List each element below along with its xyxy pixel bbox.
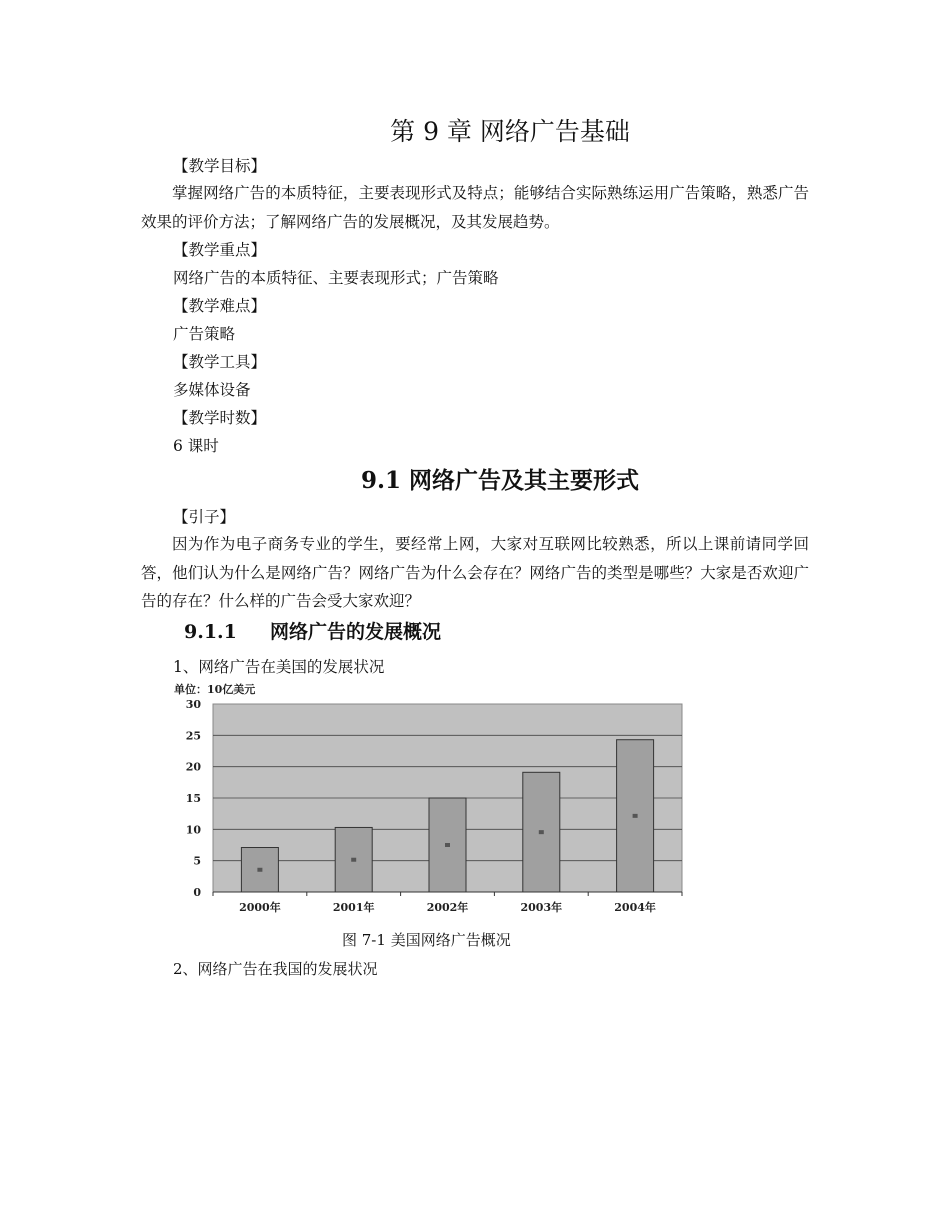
difficulties-header: 【教学难点】 [173, 297, 267, 315]
x-tick-label: 2001年 [332, 901, 375, 914]
bar-marker [633, 814, 638, 818]
section-title: 9.1 网络广告及其主要形式 [360, 467, 640, 494]
y-tick-label: 5 [193, 854, 201, 868]
teaching-goal-text: 掌握网络广告的本质特征，主要表现形式及特点；能够结合实际熟练运用广告策略，熟悉广告效果的评价方法；了解网络广告的发展概况，及其发展趋势。 [141, 184, 809, 231]
y-tick-label: 0 [193, 886, 201, 899]
intro-text: 因为作为电子商务专业的学生，要经常上网，大家对互联网比较熟悉，所以上课前请同学回答，他们认为什么是网络广告？网络广告为什么会存在？网络广告的类型是哪些？大家是否欢迎广告的存在？什么样的广告会受大家欢迎？ [141, 535, 809, 610]
item-1: 1、网络广告在美国的发展状况 [173, 658, 385, 676]
bar-marker [257, 868, 262, 872]
difficulties-text: 广告策略 [173, 325, 236, 343]
key-points-text: 网络广告的本质特征、主要表现形式；广告策略 [173, 269, 499, 287]
bar-marker [351, 858, 356, 862]
hours-header: 【教学时数】 [173, 409, 267, 427]
y-tick-label: 25 [185, 729, 201, 743]
chapter-title: 第 9 章 网络广告基础 [390, 117, 630, 146]
x-tick-label: 2004年 [614, 901, 656, 914]
subsection-label: 网络广告的发展概况 [270, 621, 442, 643]
y-tick-label: 10 [185, 823, 201, 837]
hours-text: 6 课时 [173, 437, 219, 455]
x-tick-label: 2000年 [239, 901, 281, 914]
subsection-title [184, 617, 441, 644]
x-tick-label: 2003年 [520, 901, 563, 914]
bar-marker [445, 843, 450, 847]
subsection-number: 9.1.1 [184, 621, 237, 643]
tools-header: 【教学工具】 [173, 353, 267, 371]
y-tick-label: 30 [185, 698, 201, 711]
teaching-goal-header: 【教学目标】 [173, 157, 267, 175]
y-tick-label: 15 [185, 792, 201, 805]
tools-text: 多媒体设备 [173, 381, 251, 399]
intro-header: 【引子】 [173, 508, 236, 526]
unit-label: 单位：10亿美元 [174, 683, 256, 696]
figure-caption: 图 7-1 美国网络广告概况 [342, 931, 511, 949]
bar-chart [170, 680, 710, 920]
key-points-header: 【教学重点】 [173, 241, 267, 259]
item-2-partial: 2、网络广告在我国的发展状况 [173, 960, 378, 976]
x-tick-label: 2002年 [426, 901, 469, 914]
y-tick-label: 20 [185, 760, 201, 774]
bar-marker [539, 830, 544, 834]
